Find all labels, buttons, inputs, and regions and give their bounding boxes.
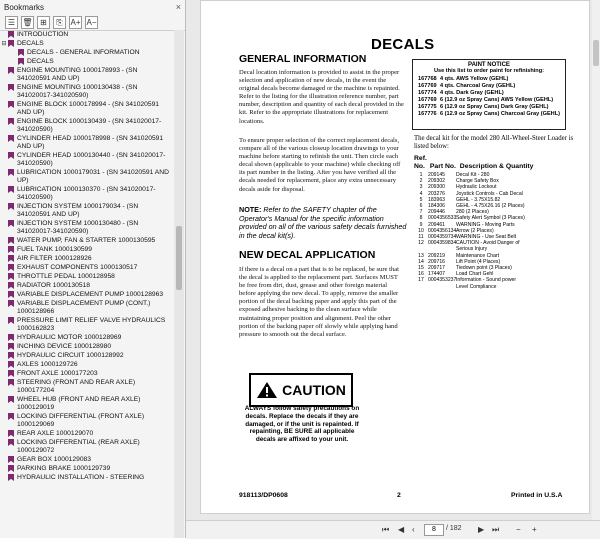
- kit-ref: 8: [419, 215, 423, 222]
- kit-description: GEHL - 3.75X15.82: [456, 196, 501, 203]
- bookmarks-title: Bookmarks: [4, 2, 45, 12]
- bookmark-item[interactable]: [0, 219, 174, 236]
- bookmark-label: HYDRAULIC MOTOR 1000128969: [17, 334, 122, 341]
- bookmark-label: AXLES 1000129726: [17, 361, 78, 368]
- bookmark-item[interactable]: [0, 438, 174, 455]
- close-icon[interactable]: ×: [175, 2, 181, 12]
- bookmark-icon: [8, 282, 14, 289]
- kit-description: GEHL - 4.75X26.16 (2 Places): [456, 203, 525, 210]
- bookmark-icon: [8, 84, 14, 91]
- bookmark-item[interactable]: [0, 236, 174, 245]
- bookmark-label: INTRODUCTION: [17, 31, 69, 38]
- bookmark-item[interactable]: [0, 455, 174, 464]
- bookmark-label: EXHAUST COMPONENTS 1000130517: [17, 264, 138, 271]
- kit-ref: 1: [419, 172, 423, 178]
- kit-ref: 11: [418, 234, 424, 241]
- paint-notice-box: [412, 59, 566, 130]
- bookmark-item[interactable]: [0, 272, 174, 281]
- kit-ref: 3: [419, 184, 423, 191]
- kit-part: 0004356134: [428, 227, 457, 234]
- bookmarks-panel: [0, 0, 186, 538]
- bookmark-item[interactable]: [0, 151, 174, 168]
- bookmark-label: ENGINE MOUNTING 1000130438 - (SN 341020017-341020590): [17, 84, 138, 99]
- kit-part: 209717: [428, 265, 445, 272]
- bookmark-icon: [8, 135, 14, 142]
- bookmark-icon: [8, 31, 14, 38]
- bookmark-label: DECALS: [17, 40, 44, 47]
- kit-ref: 4: [419, 190, 423, 197]
- kit-part: 203276: [428, 190, 445, 197]
- paint-part-number: 167769: [418, 83, 437, 90]
- bookmark-icon: [8, 273, 14, 280]
- bookmark-item[interactable]: [0, 134, 174, 151]
- kit-ref: 12: [418, 240, 424, 247]
- kit-ref: 9: [419, 221, 423, 228]
- paragraph-intro: Decal location information is provided to assist in the proper selection and application of new decals, in the event the original decals become damaged or the machine is repainted. Refer to the listing for the illustration reference number, part number, description and quantity of each decal provided in the kit. Refer to the appropriate illustrations for replacement locations.: [239, 69, 404, 125]
- kit-table: [414, 172, 566, 290]
- bookmark-label: VARIABLE DISPLACEMENT PUMP 1000128963: [17, 291, 164, 298]
- bookmarks-scroll-thumb[interactable]: [176, 226, 182, 290]
- kit-description: CAUTION - Avoid Danger of: [456, 240, 520, 247]
- bookmark-icon: [8, 361, 14, 368]
- bookmark-item[interactable]: [0, 245, 174, 254]
- footer-printed: Printed in U.S.A: [511, 492, 563, 499]
- kit-ref: 16: [418, 271, 424, 278]
- bookmark-label: HYDRAULIC INSTALLATION - STEERING: [17, 474, 145, 481]
- bookmark-label: PRESSURE LIMIT RELIEF VALVE HYDRAULICS 1000162823: [17, 317, 166, 332]
- bookmark-tool-button[interactable]: ⎘: [53, 16, 66, 29]
- bookmark-item[interactable]: [0, 39, 174, 48]
- bookmark-item[interactable]: [0, 342, 174, 351]
- bookmark-item[interactable]: [0, 281, 174, 290]
- bookmark-item[interactable]: [0, 316, 174, 333]
- kit-table-header: [414, 155, 533, 170]
- bookmark-label: CYLINDER HEAD 1000178998 - (SN 341020591 AND UP): [17, 135, 164, 150]
- bookmark-label: GEAR BOX 1000129083: [17, 456, 91, 463]
- bookmark-icon: [8, 264, 14, 271]
- bookmark-item[interactable]: [0, 202, 174, 219]
- kit-ref: [414, 284, 428, 290]
- kit-description: Lift Point (4 Places): [456, 258, 501, 265]
- bookmark-label: ENGINE MOUNTING 1000178993 - (SN 341020591 AND UP): [17, 67, 138, 82]
- bookmark-icon: [8, 317, 14, 324]
- kit-description: Information - Sound power: [456, 277, 517, 284]
- bookmark-icon: [8, 352, 14, 359]
- paragraph-selection: To ensure proper selection of the correct replacement decals, compare all of the various closeup location drawings to your machine before starting to refinish the unit. Then circle each decal shown (applicable to your machine) while checking off its part number in the listing. After you have verified all the decals needed for replacement, place any extra unnecessary decals aside for disposal.: [239, 137, 401, 193]
- bookmark-item[interactable]: [0, 360, 174, 369]
- bookmark-item[interactable]: [0, 83, 174, 100]
- kit-part: 183963: [428, 196, 445, 203]
- bookmark-icon: [8, 300, 14, 307]
- bookmark-item[interactable]: [0, 369, 174, 378]
- caution-banner: [249, 373, 353, 407]
- kit-description: WARNING - Moving Parts: [456, 221, 515, 228]
- prev-page-icon[interactable]: ◀: [398, 525, 405, 534]
- bookmark-icon: [8, 379, 14, 386]
- bookmark-item[interactable]: [0, 351, 174, 360]
- paint-description: 4 qts. Charcoal Gray (GEHL): [440, 83, 516, 90]
- bookmark-label: AIR FILTER 1000128926: [17, 255, 92, 262]
- page-total: / 182: [446, 525, 462, 532]
- note-label: NOTE:: [239, 205, 262, 214]
- bookmark-label: INJECTION SYSTEM 1000130480 - (SN 341020017-341020590): [17, 220, 139, 235]
- kit-description: Charge Safety Box: [456, 178, 499, 185]
- kit-description: 280 (2 Places): [456, 209, 489, 216]
- caution-label: CAUTION: [282, 382, 346, 398]
- paint-description: 6 (12.9 oz Spray Cans) AWS Yellow (GEHL): [440, 97, 554, 104]
- footer-page-number: 2: [397, 492, 401, 499]
- kit-part: 184306: [428, 203, 445, 210]
- bookmark-item[interactable]: [0, 464, 174, 473]
- paint-description: 4 qts. AWS Yellow (GEHL): [440, 76, 509, 82]
- bookmark-tool-button[interactable]: ☰: [5, 16, 18, 29]
- bookmarks-toolbar: [0, 14, 185, 31]
- bookmark-label: REAR AXLE 1000129070: [17, 430, 94, 437]
- bookmark-item[interactable]: [0, 117, 174, 134]
- heading-general-information: GENERAL INFORMATION: [239, 53, 367, 65]
- kit-part: 209446: [428, 209, 445, 216]
- kit-col-ref: Ref. No.: [414, 155, 427, 170]
- kit-ref: 17: [418, 277, 424, 284]
- bookmark-icon: [8, 370, 14, 377]
- paint-row: [413, 90, 565, 97]
- bookmark-item[interactable]: [0, 290, 174, 299]
- bookmark-label: WATER PUMP, FAN & STARTER 1000130595: [17, 237, 156, 244]
- paint-row: [413, 104, 565, 111]
- paragraph-application: If there is a decal on a part that is to be replaced, be sure that the decal is applied to the replacement part. Surfaces MUST be free from dirt, dust, grease and other foreign material before applying the new decal. To apply, remove the smaller portion of the decal backing paper and apply this part of the exposed adhesive backing to the clean surface while maintaining proper position and alignment. Peel the other portion of the backing paper off slowly while applying hand pressure to smooth out the decal surface.: [239, 266, 400, 338]
- bookmark-tool-button[interactable]: A−: [86, 17, 97, 27]
- bookmark-item[interactable]: [0, 66, 174, 83]
- bookmark-item[interactable]: [0, 378, 174, 395]
- bookmark-icon: [8, 169, 14, 176]
- bookmark-item[interactable]: [0, 263, 174, 272]
- bookmarks-header: [0, 0, 185, 14]
- bookmark-item[interactable]: [0, 30, 174, 39]
- bookmark-icon: [8, 255, 14, 262]
- document-viewer: [186, 0, 600, 538]
- kit-description: Decal Kit - 280: [456, 172, 490, 178]
- kit-ref: 15: [418, 265, 424, 272]
- bookmark-label: RADIATOR 1000130518: [17, 282, 90, 289]
- bookmark-label: INJECTION SYSTEM 1000179034 - (SN 341020591 AND UP): [17, 203, 139, 218]
- bookmark-icon: [8, 237, 14, 244]
- paint-row: [413, 97, 565, 104]
- bookmark-icon: [8, 439, 14, 446]
- bookmark-label: CYLINDER HEAD 1000130440 - (SN 341020017-341020590): [17, 152, 166, 167]
- bookmark-label: INCHING DEVICE 1000128980: [17, 343, 112, 350]
- bookmark-icon: [8, 203, 14, 210]
- heading-new-decal: NEW DECAL APPLICATION: [239, 249, 376, 261]
- bookmark-item[interactable]: [0, 473, 174, 482]
- paint-row: [413, 83, 565, 90]
- bookmark-item[interactable]: [0, 299, 174, 316]
- bookmark-icon: [8, 430, 14, 437]
- bookmark-label: DECALS - GENERAL INFORMATION: [27, 49, 140, 56]
- bookmark-icon: [8, 220, 14, 227]
- kit-description: Load Chart Gehl: [456, 271, 494, 278]
- bookmark-label: ENGINE BLOCK 1000178994 - (SN 341020591 AND UP): [17, 101, 160, 116]
- kit-ref: 13: [418, 252, 424, 259]
- kit-description: Serious Injury: [456, 246, 488, 253]
- paint-description: 4 qts. Dark Gray (GEHL): [440, 90, 504, 97]
- bookmark-label: LOCKING DIFFERENTIAL (FRONT AXLE) 1000129069: [17, 413, 145, 428]
- bookmark-item[interactable]: [0, 48, 174, 57]
- kit-intro: The decal kit for the model 280 All-Wheel-Steer Loader is listed below:: [414, 135, 574, 151]
- bookmark-icon: [8, 291, 14, 298]
- zoom-in-icon[interactable]: +: [532, 525, 537, 534]
- next-page-icon[interactable]: ▶: [478, 525, 485, 534]
- kit-part: 0004359734: [428, 234, 457, 241]
- bookmark-icon: [8, 465, 14, 472]
- kit-description: Maintenance Chart: [456, 252, 500, 259]
- kit-col-part: Part No.: [429, 162, 456, 170]
- kit-part: 0004356533: [428, 215, 457, 222]
- caution-text: ALWAYS follow safety precautions on decals. Replace the decals if they are damaged, or if the unit is repainted. If repainting, BE SURE all applicable decals are affixed to your unit.: [244, 405, 360, 444]
- kit-description: Level Compliance: [456, 283, 497, 290]
- paint-part-number: 167774: [418, 90, 437, 97]
- bookmark-item[interactable]: [0, 395, 174, 412]
- bookmark-icon: [8, 474, 14, 481]
- paint-description: 6 (12.9 oz Spray Cans) Dark Gray (GEHL): [440, 104, 549, 111]
- bookmark-list: [0, 30, 174, 538]
- bookmark-icon: [8, 396, 14, 403]
- zoom-out-icon[interactable]: −: [516, 525, 521, 534]
- page-navigation-bar: [186, 520, 600, 539]
- bookmark-label: ENGINE BLOCK 1000130439 - (SN 341020017-341020590): [17, 118, 162, 133]
- paint-part-number: 167776: [418, 111, 437, 118]
- bookmark-icon: [8, 101, 14, 108]
- paint-part-number: 167769: [418, 97, 437, 104]
- pdf-page: [200, 0, 590, 514]
- kit-ref: 5: [419, 196, 423, 203]
- bookmarks-scrollbar[interactable]: [174, 30, 184, 538]
- paint-notice-subtitle: Use this list to order paint for refinishing:: [433, 68, 545, 74]
- paint-notice-title: PAINT NOTICE: [468, 62, 510, 68]
- paint-description: 6 (12.9 oz Spray Cans) Charcoal Gray (GEHL): [440, 111, 560, 118]
- kit-part: 209461: [428, 221, 445, 228]
- paint-row: [413, 76, 565, 83]
- kit-description: Arrow (2 Places): [456, 227, 494, 234]
- kit-part: 174407: [428, 271, 445, 278]
- paint-part-number: 167775: [418, 104, 437, 111]
- bookmark-icon: [8, 456, 14, 463]
- paint-part-number: 167768: [418, 76, 437, 82]
- kit-description: WARNING - Use Seat Belt: [456, 234, 517, 241]
- bookmark-icon: [8, 40, 14, 47]
- kit-description: Hydraulic Lockout: [456, 184, 497, 191]
- page-number-input[interactable]: 8: [424, 524, 444, 536]
- bookmark-item[interactable]: [0, 185, 174, 202]
- bookmark-label: VARIABLE DISPLACEMENT PUMP (CONT.) 1000128966: [17, 300, 151, 315]
- bookmark-icon: [18, 49, 24, 56]
- bookmark-tool-button[interactable]: 🗑: [22, 17, 33, 27]
- bookmark-item[interactable]: [0, 254, 174, 263]
- first-page-icon[interactable]: ⏮: [382, 525, 390, 534]
- kit-part: 0004353237: [428, 277, 457, 284]
- kit-part: 0004359834: [428, 240, 457, 247]
- bookmark-icon: [8, 413, 14, 420]
- kit-row: [414, 284, 566, 290]
- bookmark-label: DECALS: [27, 58, 54, 65]
- viewer-scroll-thumb[interactable]: [593, 40, 599, 66]
- kit-part: 209145: [428, 172, 445, 178]
- last-page-icon[interactable]: ⏭: [492, 525, 500, 534]
- page-title: DECALS: [371, 36, 435, 53]
- bookmark-label: LUBRICATION 1000179031 - (SN 341020591 AND UP): [17, 169, 169, 184]
- bookmark-item[interactable]: [0, 168, 174, 185]
- note-safety: [239, 206, 407, 240]
- kit-ref: 2: [419, 178, 423, 185]
- bookmark-label: LUBRICATION 1000130370 - (SN 341020017-341020590): [17, 186, 156, 201]
- bookmark-tool-button[interactable]: ⊞: [37, 16, 50, 29]
- bookmark-label: FRONT AXLE 1000177203: [17, 370, 98, 377]
- bookmark-icon: [8, 186, 14, 193]
- bookmark-tool-button[interactable]: A+: [70, 17, 81, 27]
- kit-description: Safety Alert Symbol (3 Places): [456, 215, 525, 222]
- prev-page-icon-2[interactable]: ‹: [412, 525, 415, 534]
- bookmark-label: PARKING BRAKE 1000129739: [17, 465, 111, 472]
- bookmark-label: THROTTLE PEDAL 1000128958: [17, 273, 115, 280]
- bookmark-label: LOCKING DIFFERENTIAL (REAR AXLE) 1000129072: [17, 439, 140, 454]
- kit-part: 209716: [428, 258, 445, 265]
- paint-list: [413, 76, 565, 119]
- kit-ref: 6: [419, 203, 423, 210]
- bookmark-item[interactable]: [0, 429, 174, 438]
- kit-part: 209219: [428, 252, 445, 259]
- bookmark-item[interactable]: [0, 412, 174, 429]
- kit-ref: 7: [419, 209, 423, 216]
- bookmark-icon: [18, 58, 24, 65]
- expand-icon[interactable]: ⊟: [1, 41, 7, 47]
- bookmark-label: STEERING (FRONT AND REAR AXLE) 1000177204: [17, 379, 136, 394]
- kit-description: Joystick Controls - Cab Decal: [456, 190, 523, 197]
- kit-part: 209300: [428, 184, 445, 191]
- bookmark-label: FUEL TANK 1000130599: [17, 246, 92, 253]
- bookmark-icon: [8, 343, 14, 350]
- kit-description: Tiedown point (3 Places): [456, 265, 512, 272]
- bookmark-label: WHEEL HUB (FRONT AND REAR AXLE) 1000129019: [17, 396, 141, 411]
- bookmark-item[interactable]: [0, 57, 174, 66]
- bookmark-icon: [8, 67, 14, 74]
- footer-doc-number: 918113/DP0608: [239, 492, 288, 499]
- bookmark-item[interactable]: [0, 100, 174, 117]
- kit-ref: 14: [418, 258, 424, 265]
- bookmark-label: HYDRAULIC CIRCUIT 1000128992: [17, 352, 124, 359]
- kit-ref: 10: [418, 227, 424, 234]
- note-text: Refer to the SAFETY chapter of the Operator's Manual for the specific information provided on all of the various safety decals furnished in the decal kit(s).: [239, 205, 407, 240]
- bookmark-icon: [8, 246, 14, 253]
- viewer-scrollbar[interactable]: [592, 0, 600, 520]
- kit-part: 209302: [428, 178, 445, 185]
- paint-row: [413, 111, 565, 118]
- warning-triangle-icon: [256, 381, 278, 399]
- bookmark-item[interactable]: [0, 333, 174, 342]
- kit-col-description: Description & Quantity: [459, 162, 534, 170]
- kit-part: [428, 284, 456, 290]
- bookmark-icon: [8, 334, 14, 341]
- bookmark-icon: [8, 152, 14, 159]
- bookmark-icon: [8, 118, 14, 125]
